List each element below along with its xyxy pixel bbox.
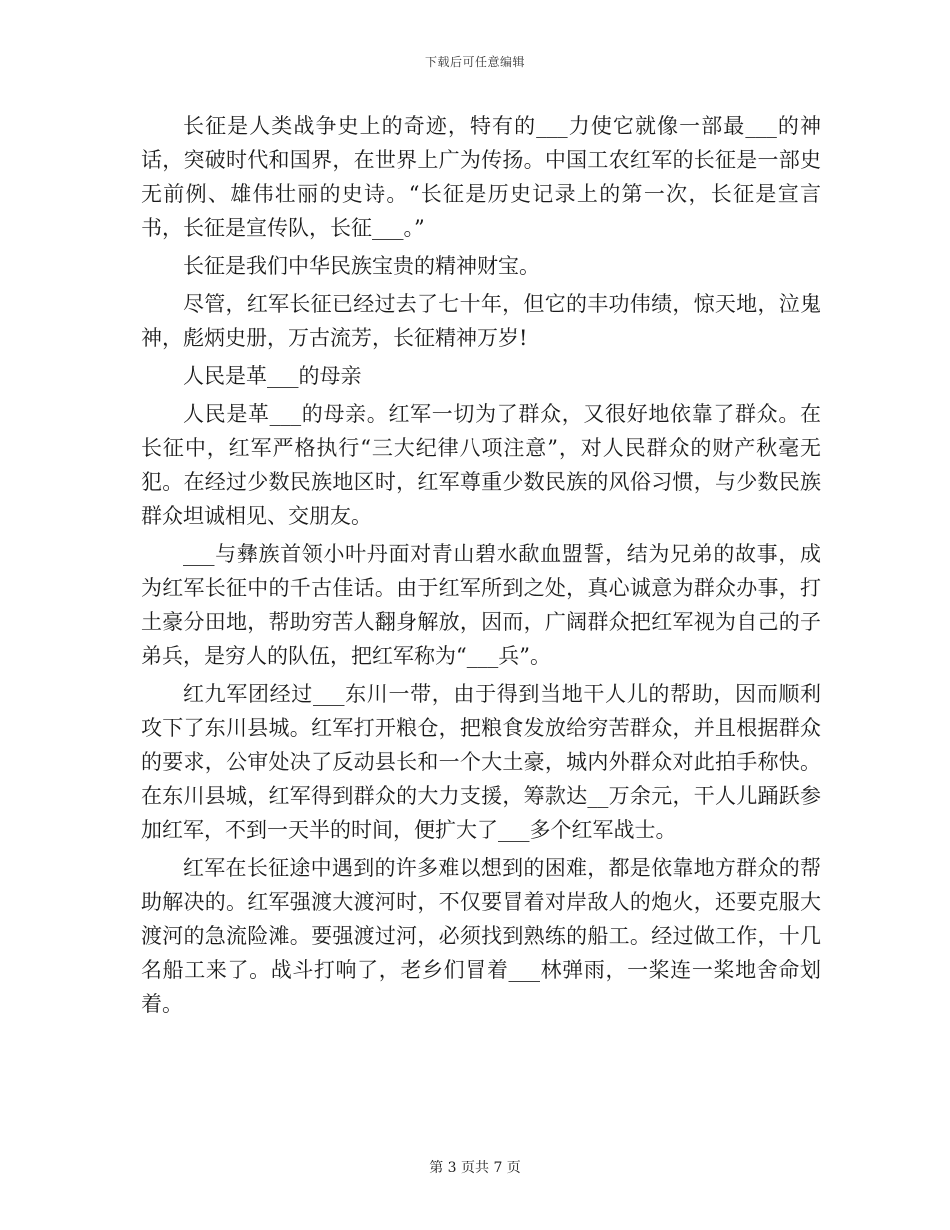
paragraph: 尽管，红军长征已经过去了七十年，但它的丰功伟绩，惊天地，泣鬼神，彪炳史册，万古流芳，长征精神万岁! bbox=[141, 292, 821, 350]
paragraph: 长征是我们中华民族宝贵的精神财宝。 bbox=[183, 254, 540, 278]
paragraph: ___与彝族首领小叶丹面对青山碧水歃血盟誓，结为兄弟的故事，成为红军长征中的千古佳话。由于红军所到之处，真心诚意为群众办事，打土豪分田地，帮助穷苦人翻身解放，因而，广阔群众把红军视为自己的子弟兵，是穷人的队伍，把红军称为“___兵”。 bbox=[141, 542, 821, 668]
section-heading: 人民是革___的母亲 bbox=[183, 364, 362, 388]
paragraph: 红九军团经过___东川一带，由于得到当地干人儿的帮助，因而顺利攻下了东川县城。红军打开粮仓，把粮食发放给穷苦群众，并且根据群众的要求，公审处决了反动县长和一个大土豪，城内外群众对此拍手称快。在东川县城，红军得到群众的大力支援，筹款达__万余元，干人儿踊跃参加红军，不到一天半的时间，便扩大了___多个红军战士。 bbox=[141, 682, 821, 842]
paragraph: 红军在长征途中遇到的许多难以想到的困难，都是依靠地方群众的帮助解决的。红军强渡大渡河时，不仅要冒着对岸敌人的炮火，还要克服大渡河的急流险滩。要强渡过河，必须找到熟练的船工。经过做工作，十几名船工来了。战斗打响了，老乡们冒着___林弹雨，一桨连一桨地舍命划着。 bbox=[141, 856, 821, 1016]
document-body bbox=[141, 109, 821, 1025]
page-number: 第 3 页共 7 页 bbox=[429, 1160, 521, 1176]
paragraph: 长征是人类战争史上的奇迹，特有的___力使它就像一部最___的神话，突破时代和国界，在世界上广为传扬。中国工农红军的长征是一部史无前例、雄伟壮丽的史诗。“长征是历史记录上的第一次，长征是宣言书，长征是宣传队，长征___。” bbox=[141, 114, 821, 240]
paragraph: 人民是革___的母亲。红军一切为了群众，又很好地依靠了群众。在长征中，红军严格执行“三大纪律八项注意”，对人民群众的财产秋毫无犯。在经过少数民族地区时，红军尊重少数民族的风俗习惯，与少数民族群众坦诚相见、交朋友。 bbox=[141, 402, 821, 528]
page-header: 下载后可任意编辑 bbox=[424, 55, 525, 69]
